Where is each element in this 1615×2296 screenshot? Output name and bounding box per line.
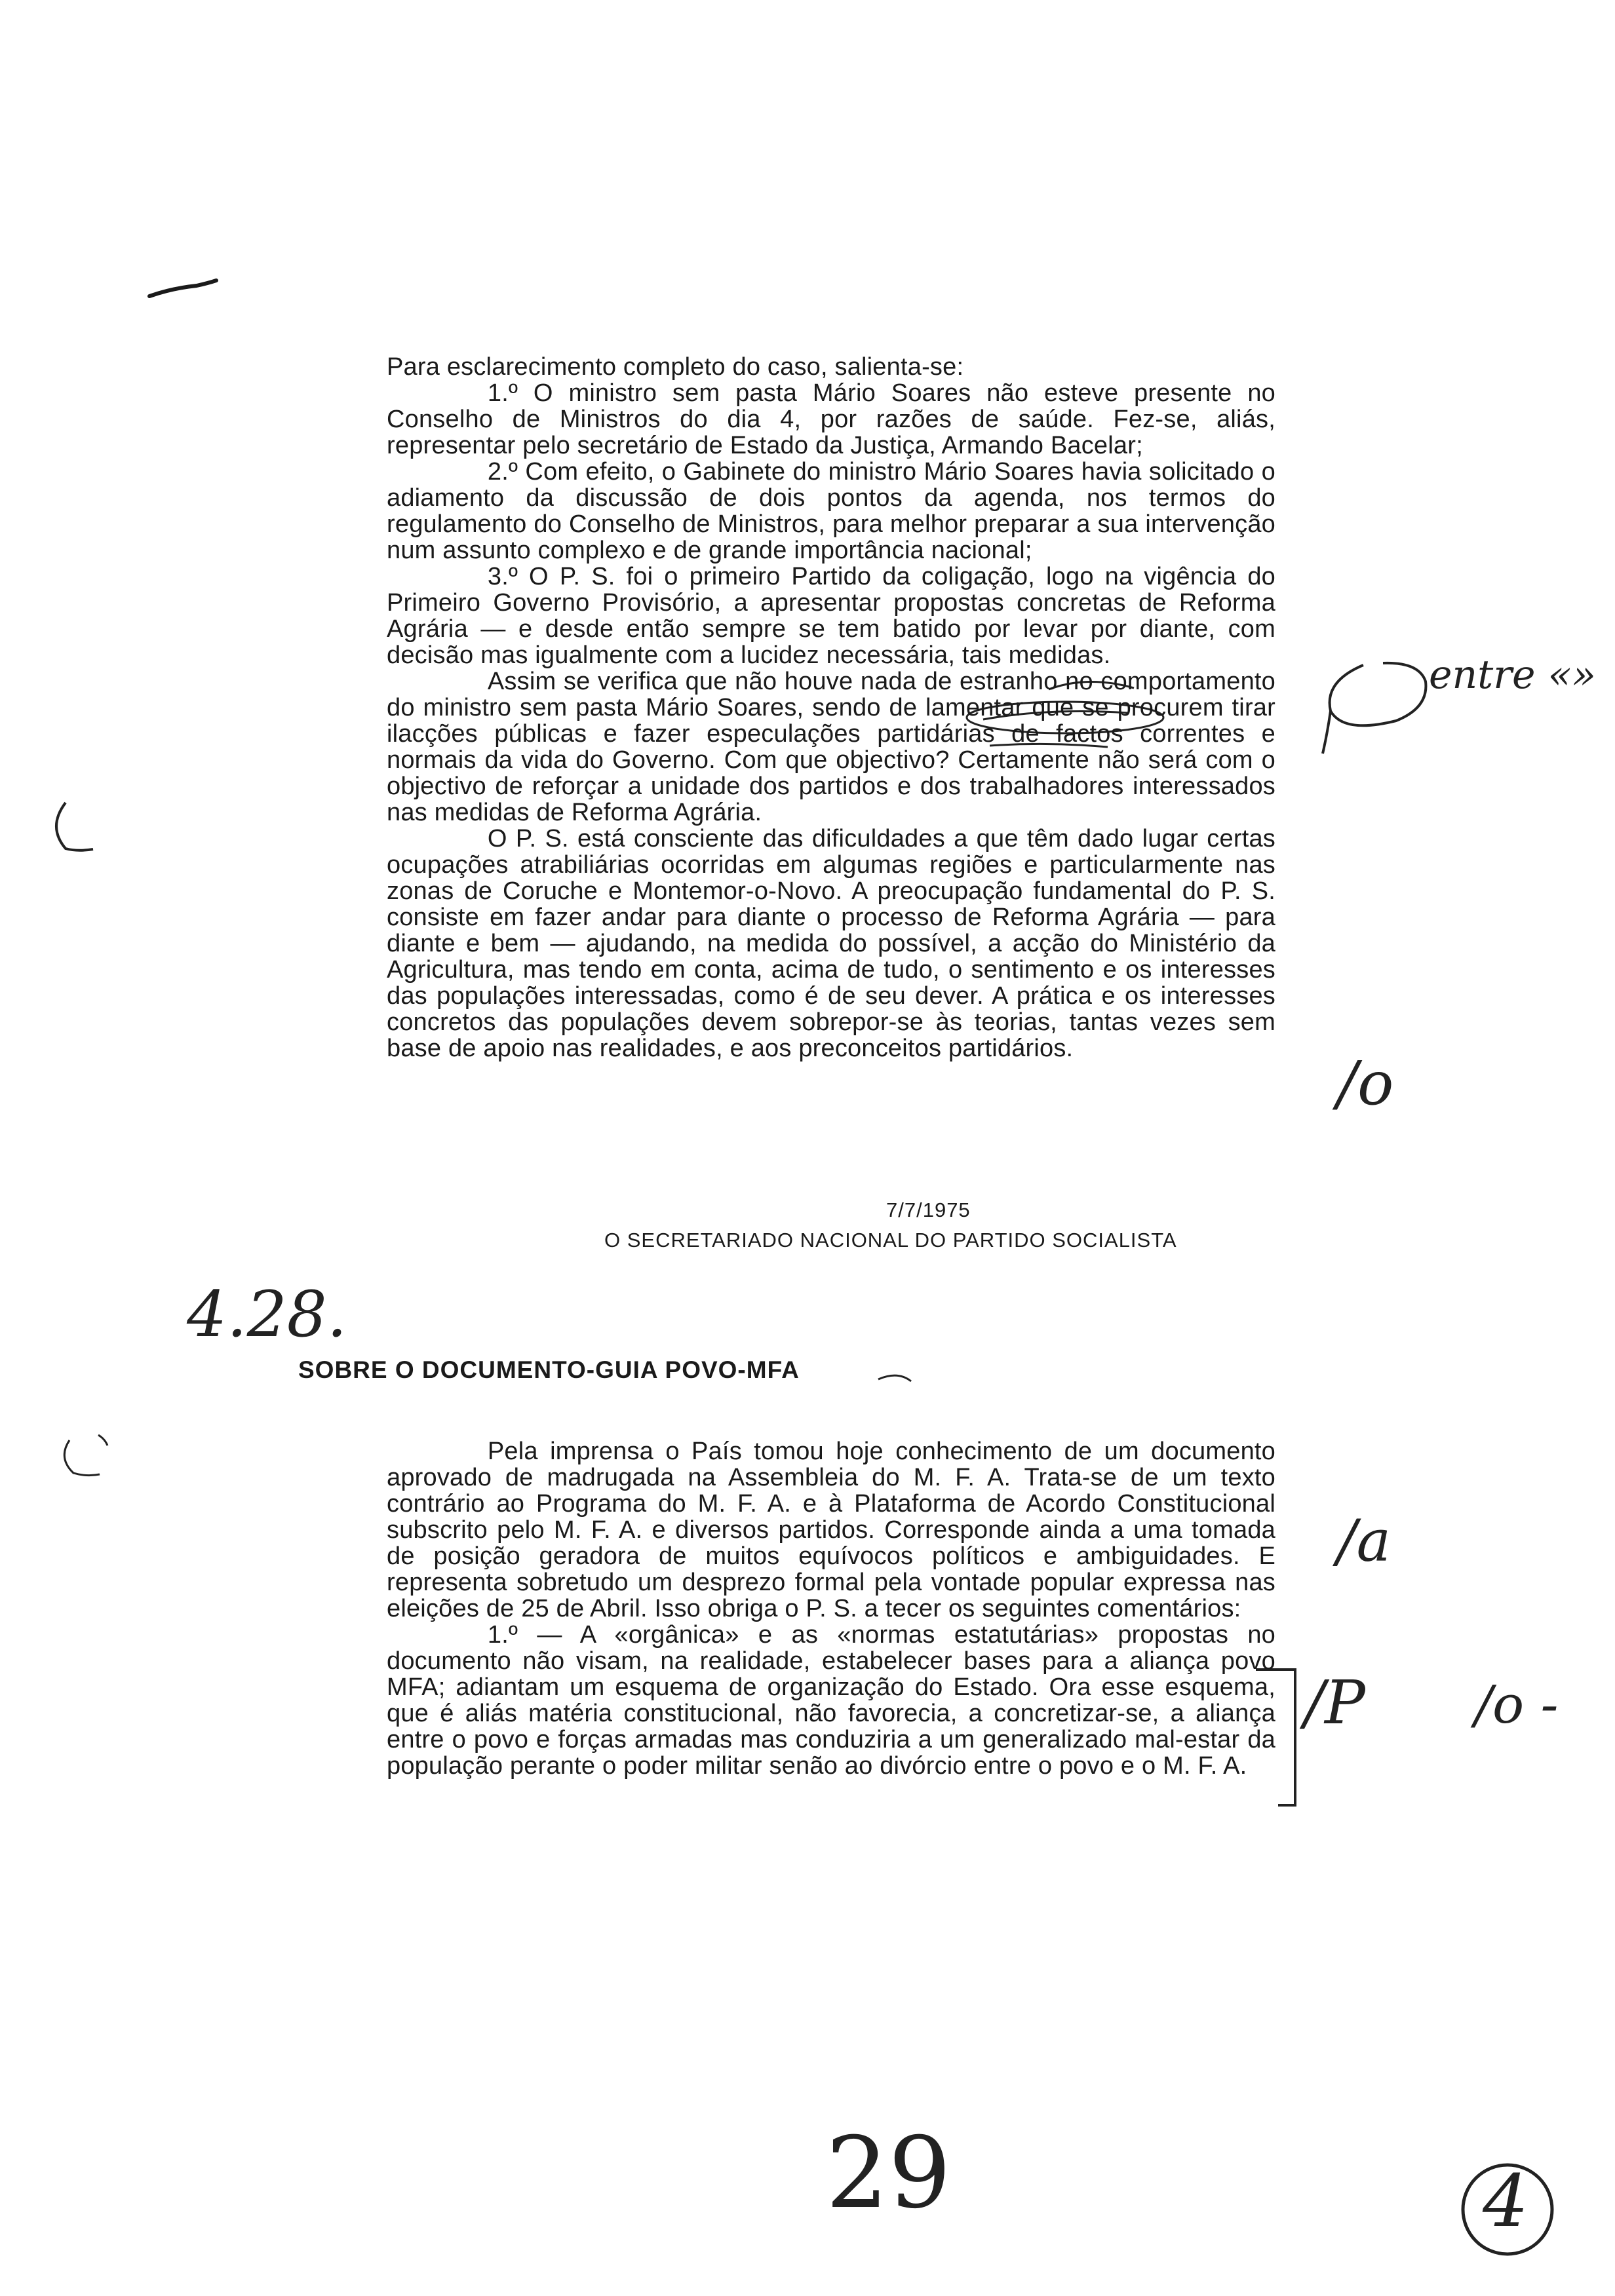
handwritten-mark-1a: /a [1337, 1507, 1391, 1575]
paragraph-comment-1: 1.º — A «orgânica» e as «normas estatutárias» propostas no documento não visam, na realidade, estabelecer bases para a aliança povo MFA; adiantam um esquema de organização do Estado. Ora esse esquema, que é aliás matéria constitucional, não favorecia, a concretizar-se, a aliança entre o povo e forças armadas mas conduziria a um generalizado mal-estar da população perante o poder militar senão ao divórcio entre o povo e o M. F. A. [387, 1621, 1275, 1780]
handwritten-mark-10b: /o - [1475, 1674, 1559, 1735]
handwritten-mark-10: /o [1337, 1048, 1394, 1119]
handwritten-circled-number: 4 [1483, 2159, 1528, 2243]
handwritten-item-number: 4.28. [187, 1278, 347, 1351]
section-1-text [387, 354, 1275, 1062]
handwritten-page-number: 29 [826, 2116, 951, 2230]
paragraph-conclusion: Assim se verifica que não houve nada de estranho no comportamento do ministro sem pasta Mário Soares, sendo de lamentar que se procurem tirar ilacções públicas e fazer especulações partidárias de factos correntes e normais da vida do Governo. Com que objectivo? Certamente não será com o objectivo de reforçar a unidade dos partidos e dos trabalhadores interessados nas medidas de Reforma Agrária. [387, 668, 1275, 826]
handwritten-margin-note: entre «» [1429, 652, 1596, 698]
signature-date: 7/7/1975 [886, 1198, 971, 1221]
paragraph-point-3: 3.º O P. S. foi o primeiro Partido da coligação, logo na vigência do Primeiro Governo Provisório, a apresentar propostas concretas de Reforma Agrária — e desde então sempre se tem batido por levar por diante, com decisão mas igualmente com a lucidez necessária, tais medidas. [387, 563, 1275, 669]
handwritten-mark-1p: /P [1304, 1668, 1365, 1738]
signature-organization: O SECRETARIADO NACIONAL DO PARTIDO SOCIALISTA [604, 1229, 1177, 1252]
paragraph-ps-position: O P. S. está consciente das dificuldades a que têm dado lugar certas ocupações atrabiliárias ocorridas em algumas regiões e particularmente nas zonas de Coruche e Montemor-o-Novo. A preocupação fundamental do P. S. consiste em fazer andar para diante o processo de Reforma Agrária — para diante e bem — ajudando, na medida do possível, a acção do Ministério da Agricultura, mas tendo em conta, acima de tudo, o sentimento e os interesses das populações interessadas, como é de seu dever. A prática e os interesses concretos das populações devem sobrepor-se às teorias, tantas vezes sem base de apoio nas realidades, e aos preconceitos partidários. [387, 825, 1275, 1062]
section-2-text [387, 1438, 1275, 1779]
paragraph-press-report: Pela imprensa o País tomou hoje conhecimento de um documento aprovado de madrugada na Assembleia do M. F. A. Trata-se de um texto contrário ao Programa do M. F. A. e à Plataforma de Acordo Constitucional subscrito pelo M. F. A. e diversos partidos. Corresponde ainda a uma tomada de posição geradora de muitos equívocos políticos e ambiguidades. E representa sobretudo um desprezo formal pela vontade popular expressa nas eleições de 25 de Abril. Isso obriga o P. S. a tecer os seguintes comentários: [387, 1438, 1275, 1622]
paragraph-intro: Para esclarecimento completo do caso, salienta-se: [387, 353, 964, 381]
section-2-heading: SOBRE O DOCUMENTO-GUIA POVO-MFA [298, 1356, 800, 1383]
paragraph-point-1: 1.º O ministro sem pasta Mário Soares não esteve presente no Conselho de Ministros do dia 4, por razões de saúde. Fez-se, aliás, representar pelo secretário de Estado da Justiça, Armando Bacelar; [387, 379, 1275, 459]
paragraph-point-2: 2.º Com efeito, o Gabinete do ministro Mário Soares havia solicitado o adiamento da discussão de dois pontos da agenda, nos termos do regulamento do Conselho de Ministros, para melhor preparar a sua intervenção num assunto complexo e de grande importância nacional; [387, 458, 1275, 564]
